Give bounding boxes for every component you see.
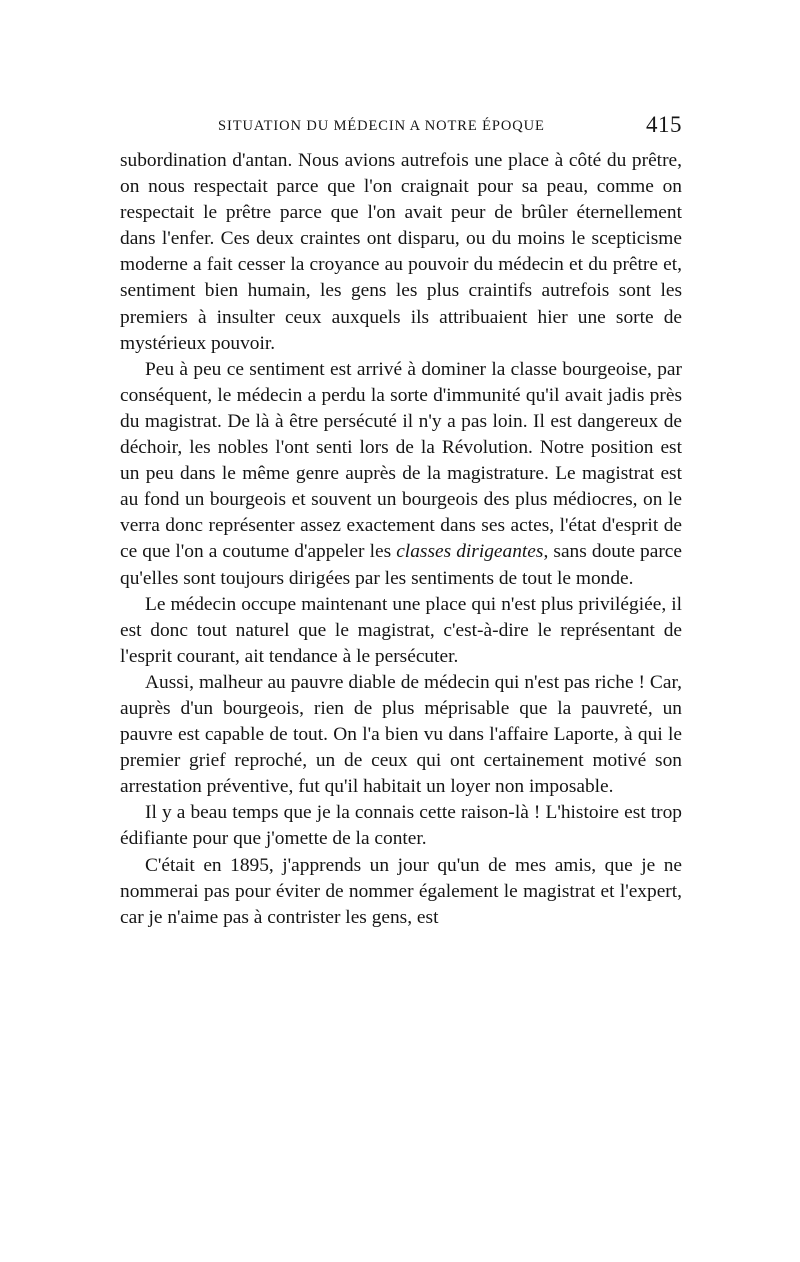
paragraph-6: C'était en 1895, j'apprends un jour qu'un de mes amis, que je ne nommerai pas pour éviter de nommer également le magistrat et l'expert, car je n'aime pas à contrister les gens, est (120, 854, 682, 928)
paragraph-2-text-before: Peu à peu ce sentiment est arrivé à dominer la classe bourgeoise, par conséquent, le médecin a perdu la sorte d'immunité qu'il avait jadis près du magistrat. De là à être persécuté il n'y a pas loin. Il est dangereux de déchoir, les nobles l'ont senti lors de la Révolution. Notre position est un peu dans le même genre auprès de la magistrature. Le magistrat est au fond un bourgeois et souvent un bourgeois des plus médiocres, on le verra donc représenter assez exactement dans ses actes, l'état d'esprit de ce que l'on a coutume d'appeler les (120, 358, 682, 563)
paragraph-1: subordination d'antan. Nous avions autrefois une place à côté du prêtre, on nous respectait parce que l'on craignait pour sa peau, comme on respectait le prêtre parce que l'on avait peur de brûler éternellement dans l'enfer. Ces deux craintes ont disparu, ou du moins le scepticisme moderne a fait cesser la croyance au pouvoir du médecin et du prêtre et, sentiment bien humain, les gens les plus craintifs autrefois sont les premiers à insulter ceux auxquels ils attribuaient hier une sorte de mystérieux pouvoir. (120, 150, 682, 354)
paragraph-2 (120, 357, 682, 592)
body-text (120, 148, 682, 931)
paragraph-2-text-after: , sans doute parce qu'elles sont toujours dirigées par les sentiments de tout le monde. (120, 541, 682, 589)
paragraph-3: Le médecin occupe maintenant une place qui n'est plus privilégiée, il est donc tout naturel que le magistrat, c'est-à-dire le représentant de l'esprit courant, ait tendance à le persécuter. (120, 593, 682, 667)
italic-phrase: classes dirigeantes (396, 541, 544, 563)
running-header (120, 112, 682, 146)
page-number: 415 (646, 112, 682, 137)
paragraph-4: Aussi, malheur au pauvre diable de médecin qui n'est pas riche ! Car, auprès d'un bourgeois, rien de plus méprisable que la pauvreté, un pauvre est capable de tout. On l'a bien vu dans l'affaire Laporte, à qui le premier grief reproché, un de ceux qui ont certainement motivé son arrestation préventive, fut qu'il habitait un loyer non imposable. (120, 671, 682, 798)
running-title: SITUATION DU MÉDECIN A NOTRE ÉPOQUE (218, 118, 545, 134)
book-page (120, 112, 682, 931)
paragraph-5: Il y a beau temps que je la connais cette raison-là ! L'histoire est trop édifiante pour que j'omette de la conter. (120, 802, 682, 850)
